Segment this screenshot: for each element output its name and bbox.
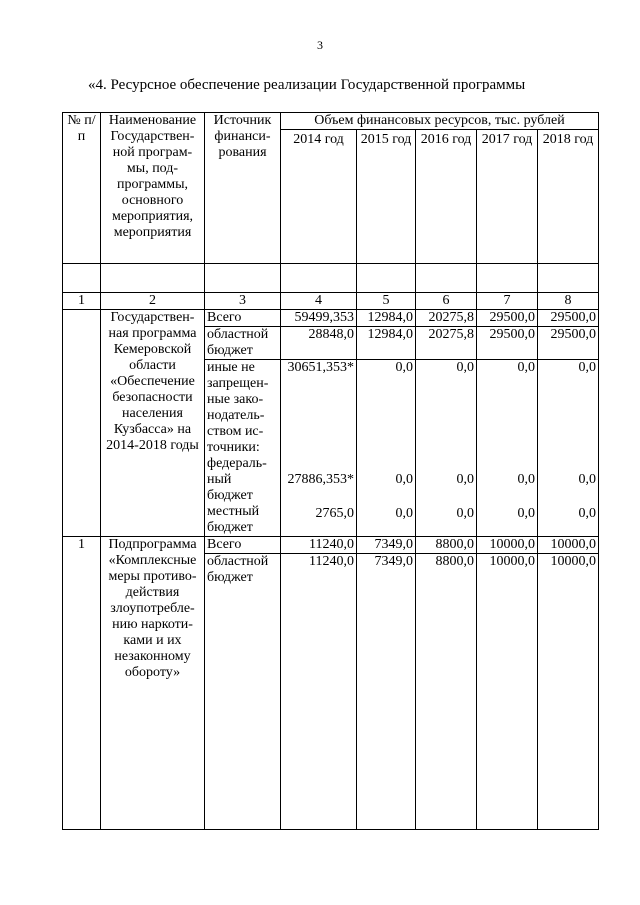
value-cell: 59499,353 bbox=[281, 310, 357, 327]
program-name: Государствен-ная программа Кемеровской области «Обеспечение безопасности населения Кузбасса» на 2014-2018 годы bbox=[101, 310, 205, 537]
source-cell: Всего bbox=[205, 310, 281, 327]
value-local: 0,0 bbox=[395, 506, 413, 521]
header-name: Наименование Государствен-ной програм-мы, под-программы, основного мероприятия, мероприятия bbox=[101, 113, 205, 264]
value-cell bbox=[416, 360, 477, 537]
header-source: Источник финанси-рования bbox=[205, 113, 281, 264]
value-cell: 11240,0 bbox=[281, 554, 357, 830]
value-cell: 7349,0 bbox=[357, 537, 416, 554]
value-federal: 0,0 bbox=[517, 472, 535, 487]
value-cell: 10000,0 bbox=[538, 554, 599, 830]
source-cell: областной бюджет bbox=[205, 327, 281, 360]
value-federal: 27886,353* bbox=[287, 472, 354, 487]
header-spacer bbox=[63, 264, 599, 293]
subprogram-num: 1 bbox=[63, 537, 101, 830]
table-row bbox=[63, 310, 599, 327]
column-number: 7 bbox=[477, 293, 538, 310]
value-federal: 0,0 bbox=[456, 472, 474, 487]
header-year: 2014 год bbox=[281, 130, 357, 264]
value-cell: 8800,0 bbox=[416, 554, 477, 830]
value-other: 0,0 bbox=[517, 360, 535, 375]
value-cell: 12984,0 bbox=[357, 327, 416, 360]
column-number: 5 bbox=[357, 293, 416, 310]
source-local: местный бюджет bbox=[207, 504, 260, 535]
value-cell: 29500,0 bbox=[538, 310, 599, 327]
value-cell: 11240,0 bbox=[281, 537, 357, 554]
source-federal: федераль-ный бюджет bbox=[207, 456, 267, 503]
value-other: 0,0 bbox=[456, 360, 474, 375]
table-row bbox=[63, 537, 599, 554]
value-other: 0,0 bbox=[395, 360, 413, 375]
section-heading: «4. Ресурсное обеспечение реализации Государственной программы bbox=[88, 77, 526, 93]
value-cell: 29500,0 bbox=[477, 327, 538, 360]
value-cell bbox=[538, 360, 599, 537]
header-row bbox=[63, 113, 599, 130]
value-cell: 10000,0 bbox=[538, 537, 599, 554]
header-volume: Объем финансовых ресурсов, тыс. рублей bbox=[281, 113, 599, 130]
value-other: 30651,353* bbox=[287, 360, 354, 375]
value-local: 0,0 bbox=[456, 506, 474, 521]
subprogram-name: Подпрограмма «Комплексные меры противо-действия злоупотребле-нию наркоти-ками и их незаконному обороту» bbox=[101, 537, 205, 830]
value-cell: 29500,0 bbox=[538, 327, 599, 360]
value-cell: 8800,0 bbox=[416, 537, 477, 554]
header-year: 2015 год bbox=[357, 130, 416, 264]
value-federal: 0,0 bbox=[578, 472, 596, 487]
value-cell: 28848,0 bbox=[281, 327, 357, 360]
value-local: 0,0 bbox=[517, 506, 535, 521]
value-cell: 20275,8 bbox=[416, 310, 477, 327]
source-cell bbox=[205, 360, 281, 537]
value-cell bbox=[477, 360, 538, 537]
column-number: 3 bbox=[205, 293, 281, 310]
resource-table bbox=[62, 112, 599, 830]
column-number: 4 bbox=[281, 293, 357, 310]
value-cell: 12984,0 bbox=[357, 310, 416, 327]
program-num bbox=[63, 310, 101, 537]
value-cell: 20275,8 bbox=[416, 327, 477, 360]
value-cell: 10000,0 bbox=[477, 554, 538, 830]
source-cell: областной бюджет bbox=[205, 554, 281, 830]
value-local: 0,0 bbox=[578, 506, 596, 521]
value-cell: 10000,0 bbox=[477, 537, 538, 554]
header-year: 2018 год bbox=[538, 130, 599, 264]
column-number: 6 bbox=[416, 293, 477, 310]
value-federal: 0,0 bbox=[395, 472, 413, 487]
value-cell: 29500,0 bbox=[477, 310, 538, 327]
header-num: № п/п bbox=[63, 113, 101, 264]
value-local: 2765,0 bbox=[315, 506, 354, 521]
page-number: 3 bbox=[317, 38, 323, 52]
value-other: 0,0 bbox=[578, 360, 596, 375]
value-cell: 7349,0 bbox=[357, 554, 416, 830]
source-cell: Всего bbox=[205, 537, 281, 554]
value-cell bbox=[357, 360, 416, 537]
column-numbers-row bbox=[63, 293, 599, 310]
column-number: 1 bbox=[63, 293, 101, 310]
column-number: 2 bbox=[101, 293, 205, 310]
header-year: 2016 год bbox=[416, 130, 477, 264]
column-number: 8 bbox=[538, 293, 599, 310]
header-year: 2017 год bbox=[477, 130, 538, 264]
value-cell bbox=[281, 360, 357, 537]
source-other: иные не запрещен-ные зако-нодатель-ством ис-точники: bbox=[207, 360, 269, 455]
